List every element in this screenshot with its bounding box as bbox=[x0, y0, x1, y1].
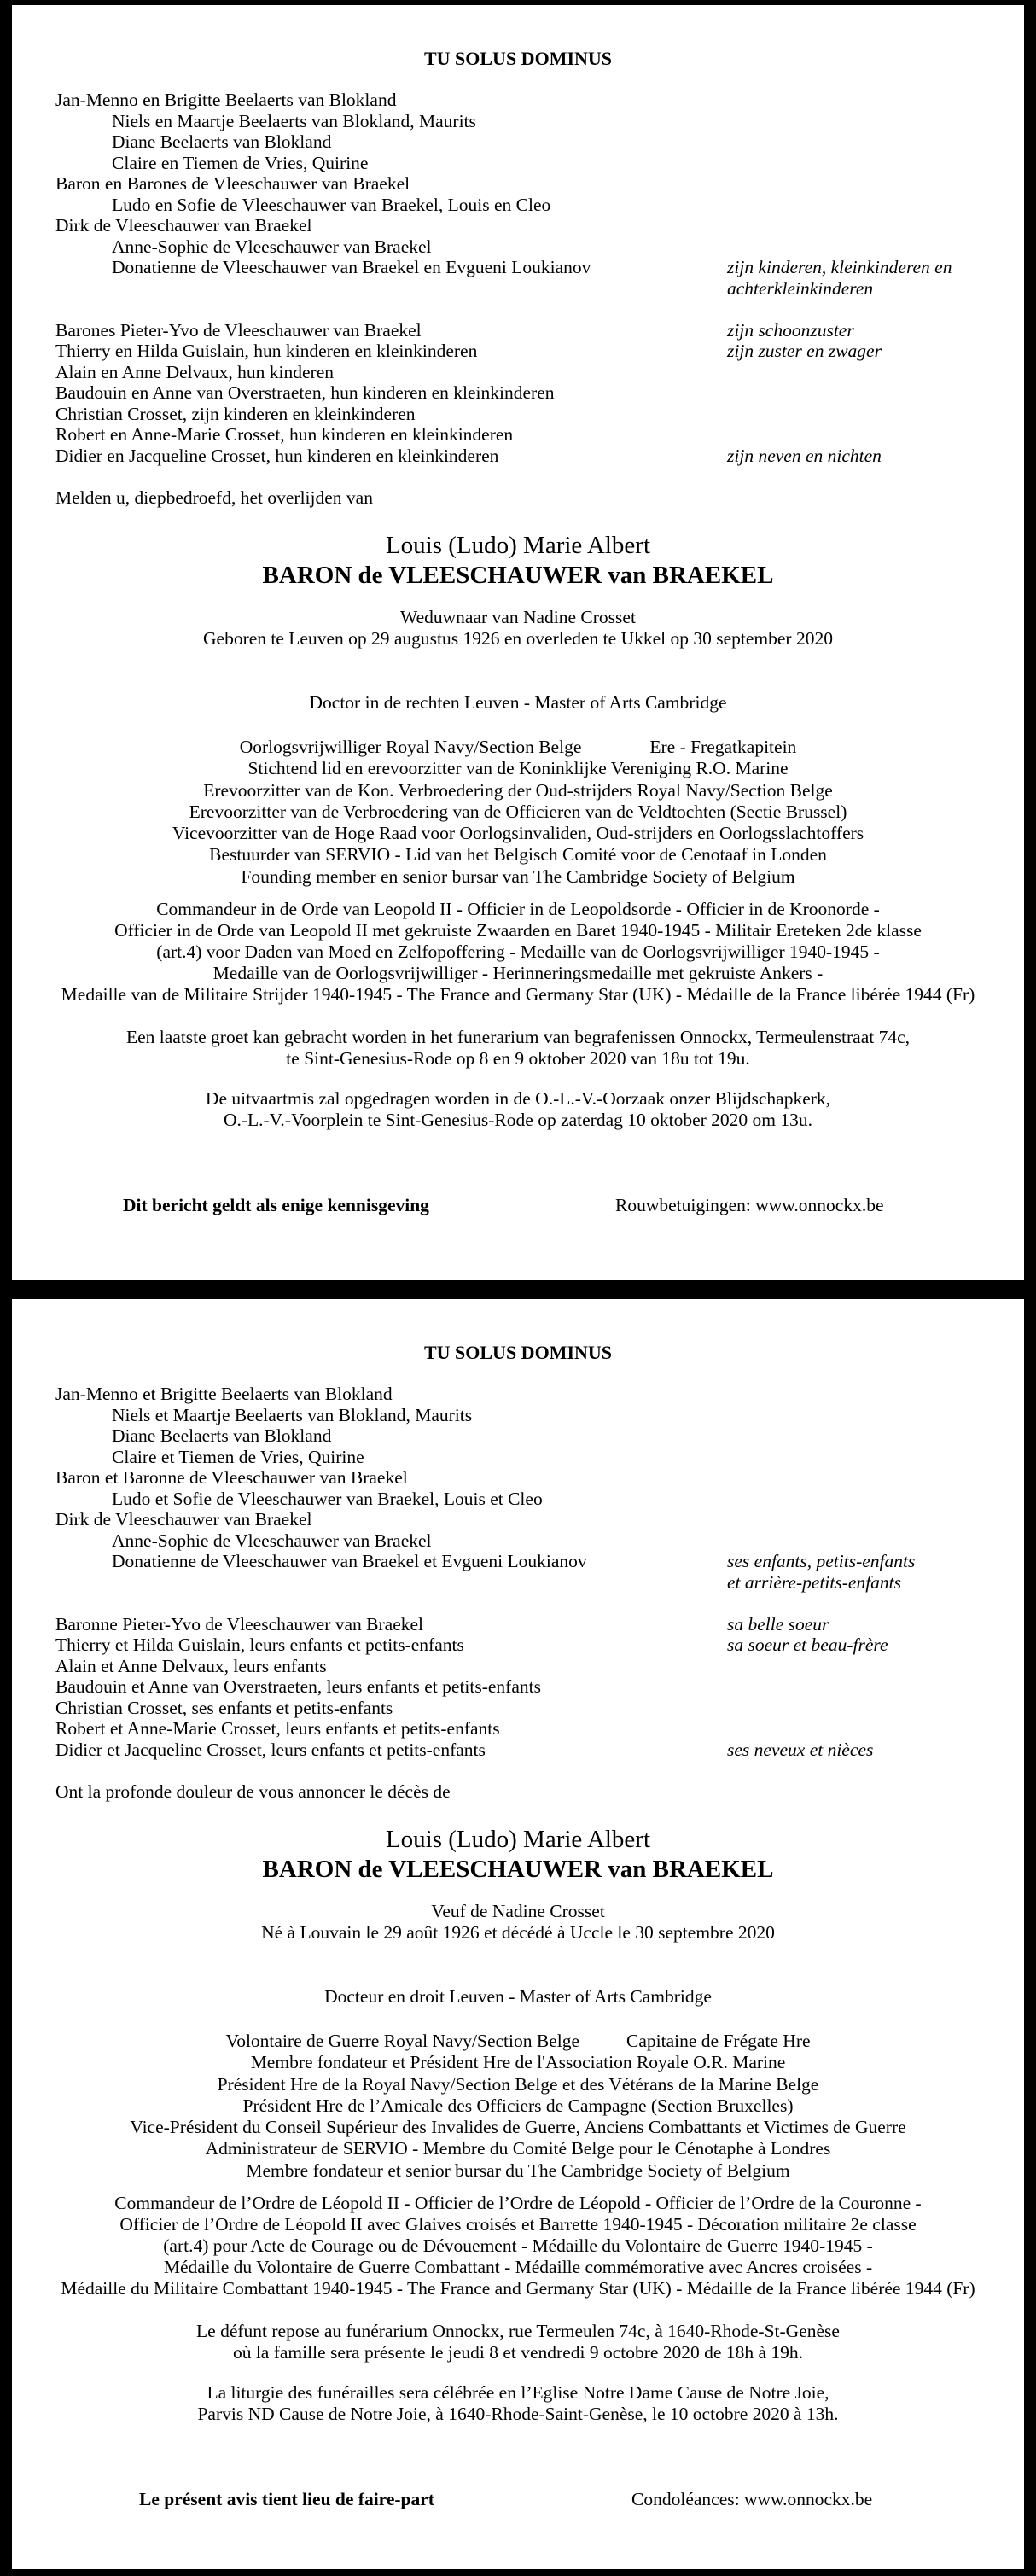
family-member: Robert en Anne-Marie Crosset, hun kinderen en kleinkinderen bbox=[55, 424, 514, 445]
family-member: Baudouin et Anne van Overstraeten, leurs enfants et petits-enfants bbox=[55, 1676, 541, 1697]
family-member: Baronne Pieter-Yvo de Vleeschauwer van Braekel bbox=[55, 1613, 424, 1635]
deceased-given-names: Louis (Ludo) Marie Albert bbox=[385, 532, 651, 559]
role-rank: Capitaine de Frégate Hre bbox=[626, 2031, 811, 2051]
honor-line: Officier de l’Ordre de Léopold II avec Glaives croisés et Barrette 1940-1945 - Décoration militaire 2e classe bbox=[119, 2214, 917, 2235]
family-row bbox=[12, 257, 1024, 299]
funeral-line: Parvis ND Cause de Notre Joie, à 1640-Rhode-Saint-Genèse, le 10 octobre 2020 à 13h. bbox=[197, 2404, 839, 2424]
deceased-surname: BARON de VLEESCHAUWER van BRAEKEL bbox=[262, 1856, 774, 1883]
role-line: Stichtend lid en erevoorzitter van de Koninklijke Vereniging R.O. Marine bbox=[247, 758, 789, 779]
visitation-line: te Sint-Genesius-Rode op 8 en 9 oktober 2020 van 18u tot 19u. bbox=[286, 1048, 750, 1069]
family-row bbox=[12, 195, 1024, 216]
funeral bbox=[12, 1088, 1024, 1131]
family-row bbox=[12, 1676, 1024, 1698]
family-row bbox=[12, 131, 1024, 153]
honor-line: (art.4) voor Daden van Moed en Zelfopoffering - Medaille van de Oorlogsvrijwilliger 1940-1945 - bbox=[156, 941, 880, 962]
family-member: Claire et Tiemen de Vries, Quirine bbox=[112, 1446, 364, 1467]
family-row bbox=[12, 1718, 1024, 1740]
role-line: Erevoorzitter van de Kon. Verbroedering der Oud-strijders Royal Navy/Section Belge bbox=[203, 779, 833, 801]
family-member: Baron en Barones de Vleeschauwer van Braekel bbox=[55, 173, 410, 194]
family-member: Niels et Maartje Beelaerts van Blokland, Maurits bbox=[112, 1404, 473, 1425]
honor-line: Medaille van de Militaire Strijder 1940-1945 - The France and Germany Star (UK) - Médaille de la France libérée 1944 (Fr) bbox=[61, 984, 975, 1005]
relation: zijn zuster en zwager bbox=[727, 341, 882, 361]
notice-statement: Le présent avis tient lieu de faire-part bbox=[139, 2489, 434, 2509]
visitation-line: Een laatste groet kan gebracht worden in het funerarium van begrafenissen Onnockx, Termeulenstraat 74c, bbox=[125, 1027, 911, 1047]
funeral-line: O.-L.-V.-Voorplein te Sint-Genesius-Rode op zaterdag 10 oktober 2020 om 13u. bbox=[223, 1110, 813, 1130]
visitation-line: où la famille sera présente le jeudi 8 et vendredi 9 octobre 2020 de 18h à 19h. bbox=[232, 2342, 804, 2363]
degree: Doctor in de rechten Leuven - Master of Arts Cambridge bbox=[309, 692, 727, 713]
relation: sa soeur et beau-frère bbox=[727, 1635, 888, 1655]
family-member: Donatienne de Vleeschauwer van Braekel en Evgueni Loukianov bbox=[112, 257, 591, 277]
relation: ses enfants, petits-enfants et arrière-petits-enfants bbox=[727, 1551, 916, 1593]
family-row bbox=[12, 215, 1024, 236]
relation: zijn neven en nichten bbox=[727, 445, 882, 466]
family-row bbox=[12, 90, 1024, 111]
family-row bbox=[12, 424, 1024, 446]
family-row bbox=[12, 1384, 1024, 1405]
family-row bbox=[12, 1740, 1024, 1761]
relation: ses neveux et nièces bbox=[727, 1739, 874, 1760]
funeral-line: La liturgie des funérailles sera célébrée en l’Eglise Notre Dame Cause de Notre Joie, bbox=[207, 2382, 829, 2403]
role-rank: Ere - Fregatkapitein bbox=[649, 737, 797, 757]
honors bbox=[12, 2193, 1024, 2299]
family-row bbox=[12, 236, 1024, 258]
family-member: Dirk de Vleeschauwer van Braekel bbox=[55, 215, 312, 236]
family-member: Barones Pieter-Yvo de Vleeschauwer van Braekel bbox=[55, 319, 422, 341]
family-member: Didier et Jacqueline Crosset, leurs enfants et petits-enfants bbox=[55, 1739, 486, 1760]
family-member: Alain en Anne Delvaux, hun kinderen bbox=[55, 361, 334, 382]
honor-line: Commandeur de l’Ordre de Léopold II - Officier de l’Ordre de Léopold - Officier de l’Ordre de la Couronne - bbox=[114, 2193, 922, 2213]
footer bbox=[12, 1195, 1024, 1216]
family-member: Thierry et Hilda Guislain, leurs enfants et petits-enfants bbox=[55, 1635, 464, 1655]
family-member: Anne-Sophie de Vleeschauwer van Braekel bbox=[112, 236, 432, 257]
role-line: Membre fondateur et senior bursar du The Cambridge Society of Belgium bbox=[246, 2159, 790, 2181]
spouse-line: Veuf de Nadine Crosset bbox=[431, 1901, 605, 1921]
family-member: Didier en Jacqueline Crosset, hun kinderen en kleinkinderen bbox=[55, 445, 499, 466]
family-member: Christian Crosset, ses enfants et petits-enfants bbox=[55, 1697, 393, 1718]
family-member: Ont la profonde douleur de vous annoncer le décès de bbox=[55, 1780, 451, 1802]
family-row bbox=[12, 487, 1024, 509]
family-member: Jan-Menno et Brigitte Beelaerts van Blokland bbox=[55, 1384, 393, 1404]
role-line: Membre fondateur et Président Hre de l'Association Royale O.R. Marine bbox=[250, 2052, 786, 2073]
footer bbox=[12, 2489, 1024, 2510]
death-notice-french bbox=[12, 1299, 1024, 2569]
family-row bbox=[12, 1509, 1024, 1530]
role-volunteer: Oorlogsvrijwilliger Royal Navy/Section Belge bbox=[239, 737, 582, 757]
visitation bbox=[12, 1027, 1024, 1069]
role-line: Vicevoorzitter van de Hoge Raad voor Oorlogsinvaliden, Oud-strijders en Oorlogsslachtoffers bbox=[172, 823, 864, 844]
motto: TU SOLUS DOMINUS bbox=[423, 1342, 613, 1363]
honor-line: Officier in de Orde van Leopold II met gekruiste Zwaarden en Baret 1940-1945 - Militair Ereteken 2de klasse bbox=[114, 920, 922, 941]
family-member: Diane Beelaerts van Blokland bbox=[112, 131, 332, 152]
family-member: Robert et Anne-Marie Crosset, leurs enfants et petits-enfants bbox=[55, 1718, 500, 1739]
honor-line: Médaille du Militaire Combattant 1940-1945 - The France and Germany Star (UK) - Médaille de la France libérée 1944 (Fr) bbox=[61, 2278, 975, 2299]
deceased-given-names: Louis (Ludo) Marie Albert bbox=[385, 1826, 651, 1853]
birth-death-line: Geboren te Leuven op 29 augustus 1926 en overleden te Ukkel op 30 september 2020 bbox=[203, 628, 833, 649]
family-row bbox=[12, 1425, 1024, 1447]
family-member: Christian Crosset, zijn kinderen en kleinkinderen bbox=[55, 403, 416, 424]
visitation-line: Le défunt repose au funérarium Onnockx, rue Termeulen 74c, à 1640-Rhode-St-Genèse bbox=[196, 2321, 840, 2341]
family-row bbox=[12, 362, 1024, 383]
family-row bbox=[12, 1489, 1024, 1510]
roles bbox=[12, 2031, 1024, 2182]
family-list bbox=[12, 1384, 1024, 1802]
roles bbox=[12, 737, 1024, 888]
family-row bbox=[12, 320, 1024, 341]
family-row bbox=[12, 1467, 1024, 1489]
family-member: Diane Beelaerts van Blokland bbox=[112, 1425, 332, 1446]
death-notice-dutch bbox=[12, 5, 1024, 1280]
honor-line: Médaille du Volontaire de Guerre Combattant - Médaille commémorative avec Ancres croisées - bbox=[163, 2257, 873, 2277]
family-row bbox=[12, 1447, 1024, 1468]
family-row bbox=[12, 1614, 1024, 1635]
family-row bbox=[12, 173, 1024, 195]
spacer bbox=[12, 466, 1024, 487]
family-member: Thierry en Hilda Guislain, hun kinderen en kleinkinderen bbox=[55, 341, 478, 361]
family-list bbox=[12, 90, 1024, 508]
relation: zijn kinderen, kleinkinderen en achterkleinkinderen bbox=[727, 257, 952, 299]
family-row bbox=[12, 382, 1024, 404]
family-row bbox=[12, 1656, 1024, 1677]
family-row bbox=[12, 1781, 1024, 1803]
condolences-link[interactable]: Rouwbetuigingen: www.onnockx.be bbox=[615, 1195, 884, 1215]
family-row bbox=[12, 341, 1024, 362]
honors bbox=[12, 899, 1024, 1005]
family-row bbox=[12, 446, 1024, 467]
family-member: Ludo en Sofie de Vleeschauwer van Braekel, Louis en Cleo bbox=[112, 194, 551, 215]
family-row bbox=[12, 1635, 1024, 1656]
family-member: Baudouin en Anne van Overstraeten, hun kinderen en kleinkinderen bbox=[55, 382, 555, 403]
family-row bbox=[12, 153, 1024, 174]
family-member: Ludo et Sofie de Vleeschauwer van Braekel, Louis et Cleo bbox=[112, 1488, 543, 1509]
notice-statement: Dit bericht geldt als enige kennisgeving bbox=[123, 1195, 429, 1215]
family-member: Alain et Anne Delvaux, leurs enfants bbox=[55, 1655, 327, 1676]
family-row bbox=[12, 111, 1024, 132]
family-member: Niels en Maartje Beelaerts van Blokland, Maurits bbox=[112, 110, 476, 131]
birth-death-line: Né à Louvain le 29 août 1926 et décédé à Uccle le 30 septembre 2020 bbox=[261, 1922, 775, 1943]
role-line bbox=[12, 2031, 1024, 2052]
deceased-surname: BARON de VLEESCHAUWER van BRAEKEL bbox=[262, 562, 774, 589]
family-row bbox=[12, 1405, 1024, 1426]
role-line: Bestuurder van SERVIO - Lid van het Belgisch Comité voor de Cenotaaf in Londen bbox=[209, 844, 827, 865]
family-row bbox=[12, 404, 1024, 425]
degree: Docteur en droit Leuven - Master of Arts Cambridge bbox=[324, 1986, 712, 2007]
spacer bbox=[12, 1760, 1024, 1781]
role-line bbox=[12, 737, 1024, 758]
family-member: Claire en Tiemen de Vries, Quirine bbox=[112, 152, 369, 173]
family-member: Anne-Sophie de Vleeschauwer van Braekel bbox=[112, 1530, 432, 1551]
visitation bbox=[12, 2321, 1024, 2363]
motto: TU SOLUS DOMINUS bbox=[423, 48, 613, 69]
spacer bbox=[12, 1593, 1024, 1614]
role-line: Founding member en senior bursar van The Cambridge Society of Belgium bbox=[241, 865, 795, 887]
role-volunteer: Volontaire de Guerre Royal Navy/Section Belge bbox=[225, 2031, 580, 2051]
bio bbox=[12, 607, 1024, 650]
family-member: Baron et Baronne de Vleeschauwer van Braekel bbox=[55, 1467, 408, 1488]
family-member: Jan-Menno en Brigitte Beelaerts van Blokland bbox=[55, 90, 397, 110]
spouse-line: Weduwnaar van Nadine Crosset bbox=[400, 607, 636, 627]
role-line: Président Hre de l’Amicale des Officiers de Campagne (Section Bruxelles) bbox=[242, 2095, 794, 2116]
family-row bbox=[12, 1698, 1024, 1719]
honor-line: Commandeur in de Orde van Leopold II - Officier in de Leopoldsorde - Officier in de Kroonorde - bbox=[156, 899, 880, 919]
spacer bbox=[12, 299, 1024, 320]
condolences-link[interactable]: Condoléances: www.onnockx.be bbox=[631, 2489, 873, 2509]
bio bbox=[12, 1901, 1024, 1944]
relation: zijn schoonzuster bbox=[727, 319, 854, 341]
relation: sa belle soeur bbox=[727, 1613, 829, 1635]
family-row bbox=[12, 1551, 1024, 1593]
family-member: Melden u, diepbedroefd, het overlijden van bbox=[55, 487, 373, 508]
role-line: Administrateur de SERVIO - Membre du Comité Belge pour le Cénotaphe à Londres bbox=[205, 2138, 831, 2159]
role-line: Vice-Président du Conseil Supérieur des Invalides de Guerre, Anciens Combattants et Victimes de Guerre bbox=[130, 2117, 906, 2138]
family-member: Donatienne de Vleeschauwer van Braekel et Evgueni Loukianov bbox=[112, 1551, 587, 1571]
honor-line: Medaille van de Oorlogsvrijwilliger - Herinneringsmedaille met gekruiste Ankers - bbox=[212, 963, 824, 983]
role-line: Erevoorzitter van de Verbroedering van de Officieren van de Veldtochten (Sectie Brussel) bbox=[189, 801, 847, 822]
funeral-line: De uitvaartmis zal opgedragen worden in de O.-L.-V.-Oorzaak onzer Blijdschapkerk, bbox=[205, 1088, 831, 1109]
funeral bbox=[12, 2382, 1024, 2425]
family-member: Dirk de Vleeschauwer van Braekel bbox=[55, 1509, 312, 1530]
honor-line: (art.4) pour Acte de Courage ou de Dévouement - Médaille du Volontaire de Guerre 1940-1945 - bbox=[163, 2235, 873, 2256]
family-row bbox=[12, 1530, 1024, 1552]
role-line: Président Hre de la Royal Navy/Section Belge et des Vétérans de la Marine Belge bbox=[217, 2073, 819, 2095]
